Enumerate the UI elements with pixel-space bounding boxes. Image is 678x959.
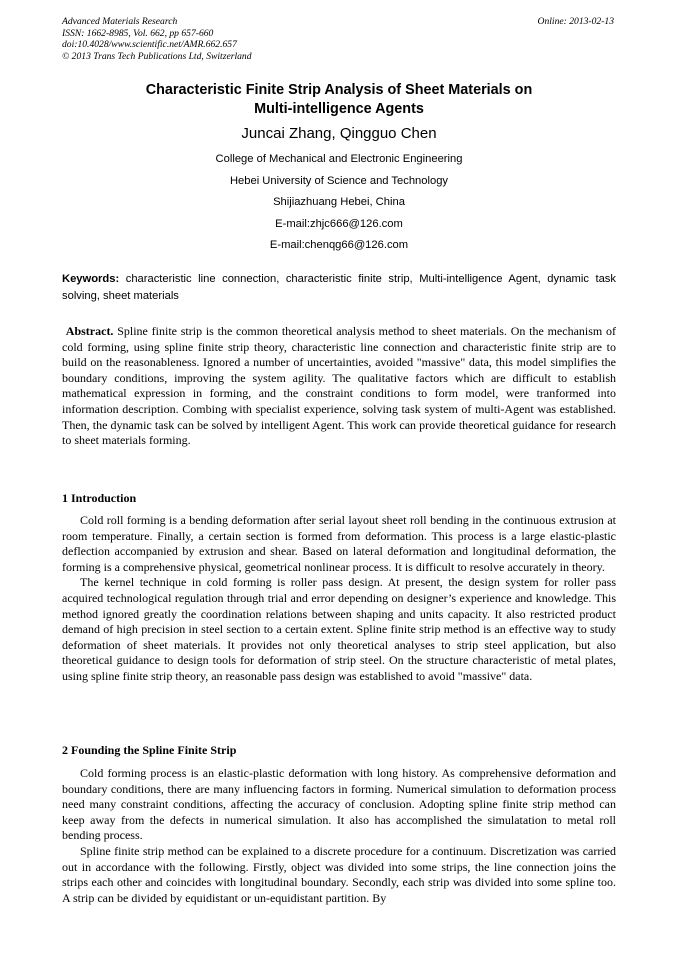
section-2-heading: 2 Founding the Spline Finite Strip <box>62 743 237 757</box>
affiliation <box>62 149 616 257</box>
doi-line: doi:10.4028/www.scientific.net/AMR.662.657 <box>62 39 237 50</box>
issn-line: ISSN: 1662-8985, Vol. 662, pp 657-660 <box>62 27 214 39</box>
title-line-1: Characteristic Finite Strip Analysis of Sheet Materials on <box>145 82 533 98</box>
section-1-heading: 1 Introduction <box>62 491 137 505</box>
keywords-text: characteristic line connection, characteristic finite strip, Multi-intelligence Agent, dynamic task solving, sheet materials <box>62 273 616 302</box>
affiliation-city: Shijiazhuang Hebei, China <box>273 196 405 208</box>
paper-title <box>62 81 616 119</box>
author-email-2: E-mail:chenqg66@126.com <box>269 239 409 251</box>
journal-name: Advanced Materials Research <box>62 16 178 27</box>
online-date: Online: 2013-02-13 <box>537 16 614 27</box>
section-2-body <box>62 766 616 906</box>
copyright-line: © 2013 Trans Tech Publications Ltd, Switzerland <box>62 50 252 62</box>
keywords-label: Keywords: <box>62 273 120 285</box>
keywords <box>62 271 616 305</box>
section-1-body <box>62 513 616 685</box>
authors: Juncai Zhang, Qingguo Chen <box>241 125 437 142</box>
publication-header <box>62 16 442 62</box>
affiliation-university: Hebei University of Science and Technology <box>229 174 449 187</box>
title-line-2: Multi-intelligence Agents <box>254 101 424 117</box>
section-1-paragraph-2: The kernel technique in cold forming is roller pass design. At present, the design system for roller pass acquired technological regulation through trial and error depending on designer’s experience and knowledge. This method ignored greatly the coordination relations between shaping and units capacity. It also restricted product demand of high precision in steel section to a certain extent. Spline finite strip method is an effective way to study deformation of sheet materials. It provides not only theoretical analyses to strip steel application, but also theoretical guidance to design tools for deformation of strip steel. On the structure characteristic of metal plates, using spline finite strip theory, an reasonable pass design was established to avoid "massive" data. <box>62 575 616 683</box>
section-2-paragraph-2: Spline finite strip method can be explained to a discrete procedure for a continuum. Discretization was carried out in accordance with the following. Firstly, object was divided into some strips, the line connection joins the strips each other and coincides with longitudinal boundary. Secondly, each strip was divided into some spline too. A strip can be divided by equidistant or un-equidistant partition. By <box>62 843 616 905</box>
section-2-paragraph-1: Cold forming process is an elastic-plastic deformation with long history. As comprehensive deformation and boundary conditions, there are many influencing factors in forming. Numerical simulation to deformation process need many constraint conditions, affecting the accuracy of conclusion. Adopting spline finite strip method can keep away from the defects in numerical simulation. It also has accomplished the simulatation to metal roll bending process. <box>62 766 616 843</box>
abstract-text: Spline finite strip is the common theoretical analysis method to sheet materials. On the mechanism of cold forming, using spline finite strip theory, characteristic line connection and characteristic finite strip are to build on the reasonableness. Ignored a number of uncertainties, avoided "massive" data, this model simplifies the boundary conditions, improving the system agility. The qualitative factors which are difficult to establish mathematical expression in forming, and the constraint conditions to form model, were tranformed into information description. Combing with specialist experience, solving task system of multi-Agent was established. Then, the dynamic task can be solved by intelligent Agent. This work can provide theoretical guidance for research to sheet materials forming. <box>62 324 617 448</box>
abstract-label: Abstract. <box>65 324 114 338</box>
author-email-1: E-mail:zhjc666@126.com <box>275 217 403 230</box>
abstract <box>62 324 616 449</box>
section-1-paragraph-1: Cold roll forming is a bending deformation after serial layout sheet roll bending in the continuous extrusion at room temperature. Finally, a certain section is formed from deformation. This process is a large elastic-plastic deflection accompanied by extrusion and shear. Based on lateral deformation and longitudinal deformation, the forming is a comprehensive physical, geometrical nonlinear process. It is difficult to resolve accurately in theory. <box>62 513 616 574</box>
affiliation-dept: College of Mechanical and Electronic Engineering <box>215 153 463 165</box>
